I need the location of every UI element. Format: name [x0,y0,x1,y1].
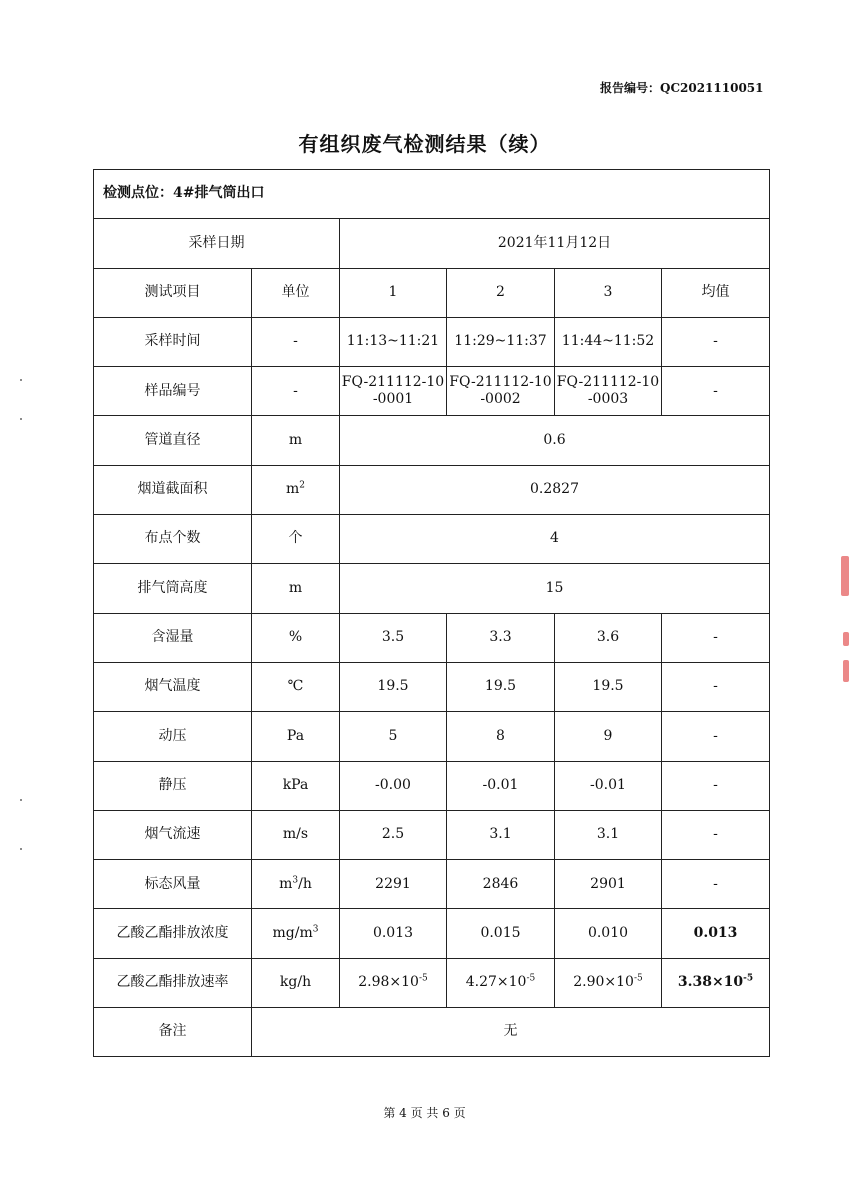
value-2 [447,367,555,416]
row-label: 布点个数 [94,515,252,564]
exponent: -5 [743,973,754,984]
value-2: 3.1 [447,810,555,859]
sampling-date-label: 采样日期 [94,219,340,268]
table-row-standard-flow [94,860,770,909]
value-2: 3.3 [447,613,555,662]
value-3: 19.5 [555,662,662,711]
unit-base: m [279,875,293,892]
value-3: 9 [555,712,662,761]
mantissa: 2.98×10 [358,974,419,991]
row-label: 标态风量 [94,860,252,909]
table-row-stack-height [94,564,770,613]
table-row-monitoring-point [94,170,770,219]
table-row-flue-temperature [94,662,770,711]
header-item: 测试项目 [94,268,252,317]
table-row-static-pressure [94,761,770,810]
sample-no-2-line-2: -0002 [480,391,521,408]
row-unit: m [252,564,340,613]
header-col-3: 3 [555,268,662,317]
value-2 [447,958,555,1007]
row-label: 乙酸乙酯排放浓度 [94,909,252,958]
table-row-dynamic-pressure [94,712,770,761]
row-label: 管道直径 [94,416,252,465]
table-row-moisture [94,613,770,662]
row-unit: - [252,317,340,366]
row-value: 15 [340,564,770,613]
value-1: 2.5 [340,810,447,859]
value-1 [340,958,447,1007]
table-row-sample-number [94,367,770,416]
value-3: 0.010 [555,909,662,958]
monitoring-point: 检测点位：4#排气筒出口 [94,170,770,219]
row-unit: - [252,367,340,416]
value-2: 0.015 [447,909,555,958]
unit-superscript: 2 [299,480,305,491]
value-3: -0.01 [555,761,662,810]
value-1: 5 [340,712,447,761]
unit-superscript: 3 [292,874,299,885]
header-col-1: 1 [340,268,447,317]
row-value: 0.2827 [340,465,770,514]
table-row-ea-rate [94,958,770,1007]
value-1: 3.5 [340,613,447,662]
row-value: 0.6 [340,416,770,465]
sample-no-2-line-1: FQ-211112-10 [449,373,552,390]
seal-edge [841,556,849,596]
page-title: 有组织废气检测结果（续） [298,132,551,156]
value-2: 11:29~11:37 [447,317,555,366]
row-label: 烟道截面积 [94,465,252,514]
value-1: 11:13~11:21 [340,317,447,366]
table-row-sample-time [94,317,770,366]
table-row-remarks [94,1008,770,1057]
row-value: 4 [340,515,770,564]
row-unit: kPa [252,761,340,810]
table-row-flue-velocity [94,810,770,859]
value-average: - [662,712,770,761]
scan-speck [20,379,22,381]
row-label: 排气筒高度 [94,564,252,613]
header-col-2: 2 [447,268,555,317]
value-2: -0.01 [447,761,555,810]
value-2: 2846 [447,860,555,909]
page-footer: 第 4 页 共 6 页 [383,1106,466,1120]
table-row-point-count [94,515,770,564]
row-unit: m [252,416,340,465]
row-label: 乙酸乙酯排放速率 [94,958,252,1007]
value-3 [555,958,662,1007]
report-number: 报告编号：QC2021110051 [600,81,764,95]
row-unit [252,860,340,909]
table-row-ea-concentration [94,909,770,958]
header-unit: 单位 [252,268,340,317]
value-average: - [662,761,770,810]
seal-edge [843,660,849,682]
row-unit: m/s [252,810,340,859]
value-1: 2291 [340,860,447,909]
row-unit: % [252,613,340,662]
scan-speck [20,418,22,420]
value-average: - [662,367,770,416]
row-label: 备注 [94,1008,252,1057]
mantissa: 3.38×10 [677,974,744,991]
value-1: 19.5 [340,662,447,711]
result-table [93,169,770,1057]
row-label: 动压 [94,712,252,761]
exponent: -5 [526,973,536,984]
value-1 [340,367,447,416]
unit-base: m [285,481,300,498]
row-unit: kg/h [252,958,340,1007]
unit-base: mg/m [272,924,313,941]
value-average: - [662,613,770,662]
row-label: 烟气流速 [94,810,252,859]
header-average: 均值 [662,268,770,317]
sample-no-1-line-1: FQ-211112-10 [341,373,445,390]
row-label: 静压 [94,761,252,810]
mantissa: 2.90×10 [573,974,634,991]
row-unit [252,465,340,514]
value-average: - [662,662,770,711]
row-unit: ℃ [252,662,340,711]
row-label: 采样时间 [94,317,252,366]
value-average: - [662,810,770,859]
table-header-row [94,268,770,317]
table-row-sampling-date [94,219,770,268]
row-unit: Pa [252,712,340,761]
value-3: 11:44~11:52 [555,317,662,366]
exponent: -5 [633,973,643,984]
value-average [662,958,770,1007]
mantissa: 4.27×10 [465,974,527,991]
scan-speck [20,799,22,801]
value-1: -0.00 [340,761,447,810]
row-unit [252,909,340,958]
row-label: 含湿量 [94,613,252,662]
value-average: 0.013 [662,909,770,958]
value-average: - [662,860,770,909]
unit-tail: /h [298,875,312,892]
row-value: 无 [252,1008,770,1057]
exponent: -5 [418,973,428,984]
unit-superscript: 3 [312,924,319,935]
value-3: 3.1 [555,810,662,859]
table-row-flue-area [94,465,770,514]
sample-no-3-line-1: FQ-211112-10 [556,373,660,390]
sample-no-1-line-2: -0001 [372,391,414,408]
sample-no-3-line-2: -0003 [587,391,629,408]
value-3: 2901 [555,860,662,909]
sampling-date: 2021年11月12日 [340,219,770,268]
value-1: 0.013 [340,909,447,958]
value-2: 19.5 [447,662,555,711]
seal-edge [843,632,849,646]
row-label: 烟气温度 [94,662,252,711]
value-average: - [662,317,770,366]
scan-speck [20,848,22,850]
value-3: 3.6 [555,613,662,662]
row-unit: 个 [252,515,340,564]
value-2: 8 [447,712,555,761]
value-3 [555,367,662,416]
row-label: 样品编号 [94,367,252,416]
table-row-duct-diameter [94,416,770,465]
